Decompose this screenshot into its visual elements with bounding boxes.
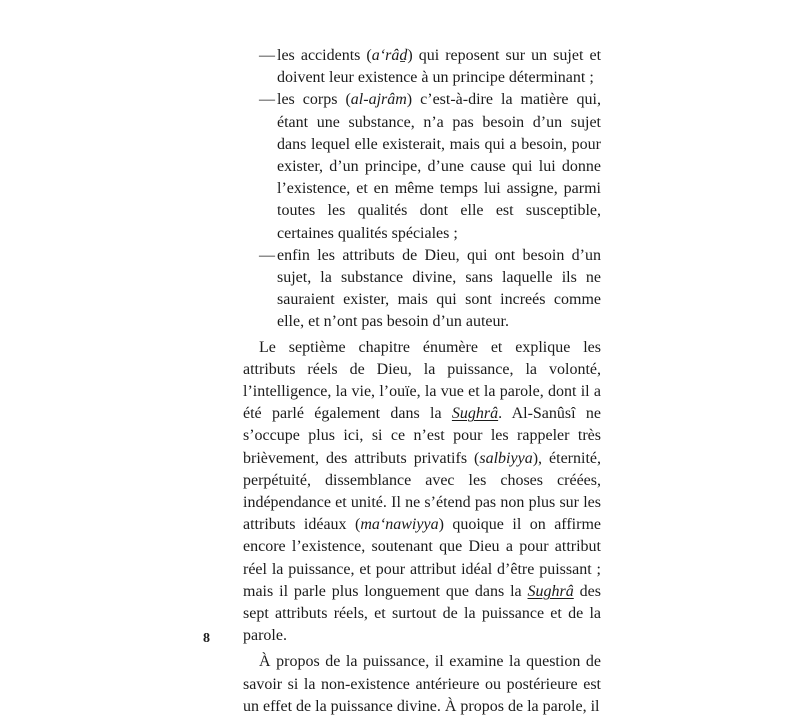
italic-term: salbiyya	[479, 449, 533, 467]
text-run: Le septième chapitre énumère et explique les attributs réels de Dieu, la puissance, la volonté, l’intelligence, la vie, l’ouïe, la vue et la parole, dont il a été parlé également dans la	[243, 338, 601, 423]
text-run: les accidents (	[277, 47, 372, 64]
text-run: À propos de la puissance, il examine la question de savoir si la non-existence antérieure ou postérieure est un effet de la puissance divine. À propos de la parole, il	[243, 653, 601, 715]
italic-underlined-term: Sughrâ	[527, 582, 574, 600]
text-run: ), éternité, perpétuité, dissemblance avec les choses créées, indépendance et unité. Il ne s’étend pas non plus sur les attributs idéaux (	[243, 449, 601, 534]
paragraph	[243, 337, 601, 648]
text-run: ) c’est-à-dire la matière qui, étant une substance, n’a pas besoin d’un sujet dans lequel elle existerait, mais qui a besoin, pour exister, d’un principe, d’une cause qui lui donne l’existence, et en même temps lui assigne, parmi toutes les qualités dont elle est susceptible, certaines qualités spéciales ;	[277, 91, 601, 242]
text-run: des sept attributs réels, et surtout de la puissance et de la parole.	[243, 582, 601, 645]
paragraph	[243, 651, 601, 718]
text-run: les corps (	[277, 91, 351, 109]
list-item	[243, 45, 601, 89]
italic-underlined-term: Sughrâ	[451, 405, 499, 423]
italic-term: a‘râḏ	[371, 47, 408, 64]
list-item	[243, 245, 601, 334]
em-dash-bullet: —	[259, 91, 275, 109]
em-dash-bullet: —	[259, 47, 275, 64]
text-run: ) quoique il on affirme encore l’existence, soutenant que Dieu a pour attribut réel la puissance, et pour attribut idéal d’être puissant ; mais il parle plus longuement que dans la	[243, 516, 601, 600]
list-item	[243, 89, 601, 244]
text-run: enfin les attributs de Dieu, qui ont besoin d’un sujet, la substance divine, sans laquelle ils ne sauraient exister, mais qui sont increés comme elle, et n’ont pas besoin d’un auteur.	[277, 246, 601, 331]
italic-term: al-ajrâm	[350, 91, 407, 109]
body-text	[243, 45, 601, 718]
italic-term: ma‘nawiyya	[360, 516, 439, 534]
text-run: ) qui reposent sur un sujet et doivent leur existence à un principe déterminant ;	[277, 47, 602, 87]
page-number: 8	[203, 631, 210, 646]
enumeration-list	[243, 45, 601, 334]
text-run: . Al-Sanûsî ne s’occupe plus ici, si ce n’est pour les rappeler très brièvement, des attributs privatifs (	[243, 405, 601, 467]
em-dash-bullet: —	[259, 246, 275, 264]
paragraphs	[243, 337, 601, 718]
